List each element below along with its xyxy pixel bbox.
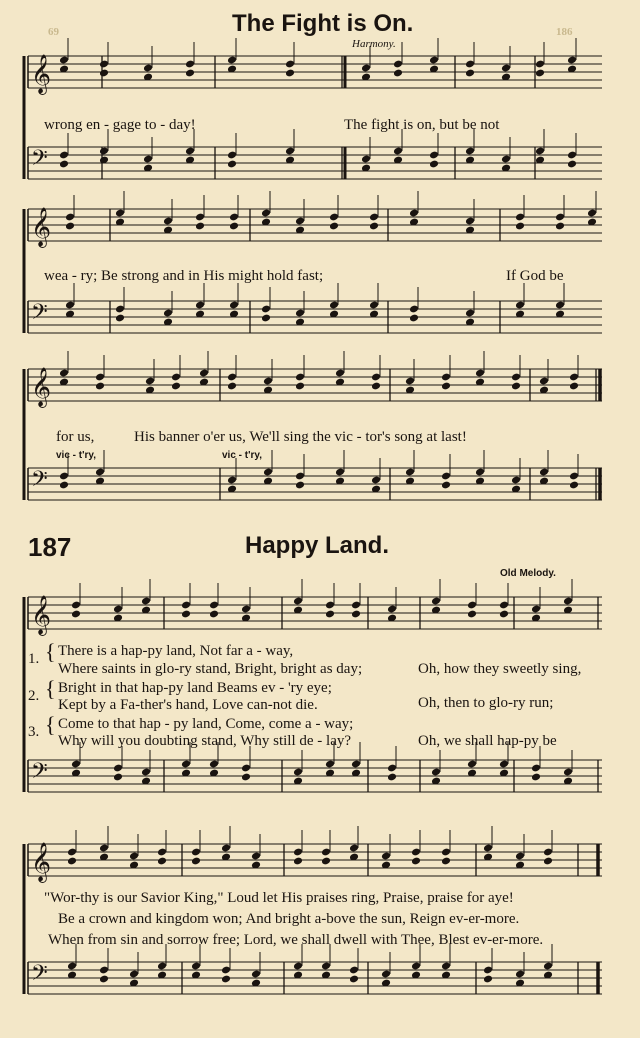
note-head [157, 857, 167, 866]
note-head [171, 382, 181, 391]
verse-line: Bright in that hap-py land Beams ev - 'ry eye; [58, 680, 332, 696]
note-head [195, 222, 205, 231]
note-head [467, 610, 477, 619]
brace: { [45, 676, 56, 701]
note-head [241, 773, 251, 782]
note-head [221, 975, 231, 984]
verse-line: Kept by a Fa-ther's hand, Love can-not die. [58, 697, 318, 713]
verse-number: 1. [28, 651, 40, 667]
note-head [555, 222, 565, 231]
composer-credit: Old Melody. [500, 568, 556, 579]
note-head [95, 382, 105, 391]
note-head [483, 975, 493, 984]
note-head [351, 610, 361, 619]
hymn-number: 187 [28, 532, 72, 562]
bass-clef-icon: 𝄢 [31, 300, 48, 330]
treble-clef-icon: 𝄞 [31, 207, 52, 247]
note-head [329, 222, 339, 231]
note-head [71, 610, 81, 619]
harmony-label: Harmony. [352, 38, 396, 50]
note-head [181, 610, 191, 619]
verse-line: Come to that hap - py land, Come, come a - way; [58, 716, 354, 732]
treble-clef-icon: 𝄞 [31, 595, 52, 635]
lyric-line: for us, [56, 429, 95, 445]
note-head [229, 222, 239, 231]
note-head [441, 382, 451, 391]
note-head [369, 222, 379, 231]
note-head [371, 382, 381, 391]
refrain-line: Oh, we shall hap-py be [418, 733, 557, 749]
bass-clef-icon: 𝄢 [31, 759, 48, 789]
verse-number: 2. [28, 688, 40, 704]
note-head [59, 160, 69, 169]
note-head [543, 857, 553, 866]
lyric-line: If God be [506, 268, 564, 284]
note-head [295, 382, 305, 391]
treble-clef-icon: 𝄞 [31, 842, 52, 882]
note-head [535, 69, 545, 78]
note-head [511, 382, 521, 391]
lyric-line: His banner o'er us, We'll sing the vic - tor's song at last! [134, 429, 467, 445]
refrain-line: Oh, then to glo-ry run; [418, 695, 554, 711]
refrain-line: Oh, how they sweetly sing, [418, 661, 582, 677]
bass-clef-icon: 𝄢 [31, 467, 48, 497]
note-head [191, 857, 201, 866]
note-head [67, 857, 77, 866]
note-head [531, 773, 541, 782]
note-head [387, 773, 397, 782]
bass-word: vic - t'ry, [222, 450, 262, 461]
note-head [261, 314, 271, 323]
note-head [499, 610, 509, 619]
treble-clef-icon: 𝄞 [31, 54, 52, 94]
verse-number: 3. [28, 724, 40, 740]
note-head [441, 481, 451, 490]
note-head [209, 610, 219, 619]
bass-clef-icon: 𝄢 [31, 961, 48, 991]
note-head [227, 382, 237, 391]
lyric-line: wea - ry; Be strong and in His might hold fast; [44, 268, 324, 284]
note-head [227, 160, 237, 169]
chorus-line: When from sin and sorrow free; Lord, we shall dwell with Thee, Blest ev-er-more. [48, 932, 544, 948]
verse-line: There is a hap-py land, Not far a - way, [58, 643, 294, 659]
note-head [393, 69, 403, 78]
hymn-title: Happy Land. [245, 532, 390, 559]
note-head [567, 160, 577, 169]
chorus-line: Be a crown and kingdom won; And bright a-bove the sun, Reign ev-er-more. [58, 911, 520, 927]
treble-clef-icon: 𝄞 [31, 367, 52, 407]
brace: { [45, 639, 56, 664]
note-head [465, 69, 475, 78]
note-head [515, 222, 525, 231]
note-head [569, 481, 579, 490]
chorus-line: "Wor-thy is our Savior King," Loud let His praises ring, Praise, praise for aye! [44, 890, 514, 906]
note-head [321, 857, 331, 866]
lyric-line: The fight is on, but be not [344, 117, 500, 133]
note-head [185, 69, 195, 78]
note-head [285, 69, 295, 78]
note-head [409, 314, 419, 323]
note-head [293, 857, 303, 866]
brace: { [45, 712, 56, 737]
note-head [411, 857, 421, 866]
note-head [113, 773, 123, 782]
note-head [569, 382, 579, 391]
note-head [441, 857, 451, 866]
bass-word: vic - t'ry, [56, 450, 96, 461]
page-number-left: 69 [48, 26, 59, 38]
lyric-line: wrong en - gage to - day! [44, 117, 196, 133]
verse-line: Why will you doubting stand, Why still de - lay? [58, 733, 352, 749]
note-head [99, 975, 109, 984]
note-head [325, 610, 335, 619]
note-head [99, 69, 109, 78]
hymn-title: The Fight is On. [232, 10, 414, 37]
note-head [349, 975, 359, 984]
verse-line: Where saints in glo-ry stand, Bright, bright as day; [58, 661, 363, 677]
note-head [59, 481, 69, 490]
note-head [295, 481, 305, 490]
page-number-right: 186 [556, 26, 573, 38]
note-head [429, 160, 439, 169]
note-head [65, 222, 75, 231]
note-head [115, 314, 125, 323]
bass-clef-icon: 𝄢 [31, 146, 48, 176]
